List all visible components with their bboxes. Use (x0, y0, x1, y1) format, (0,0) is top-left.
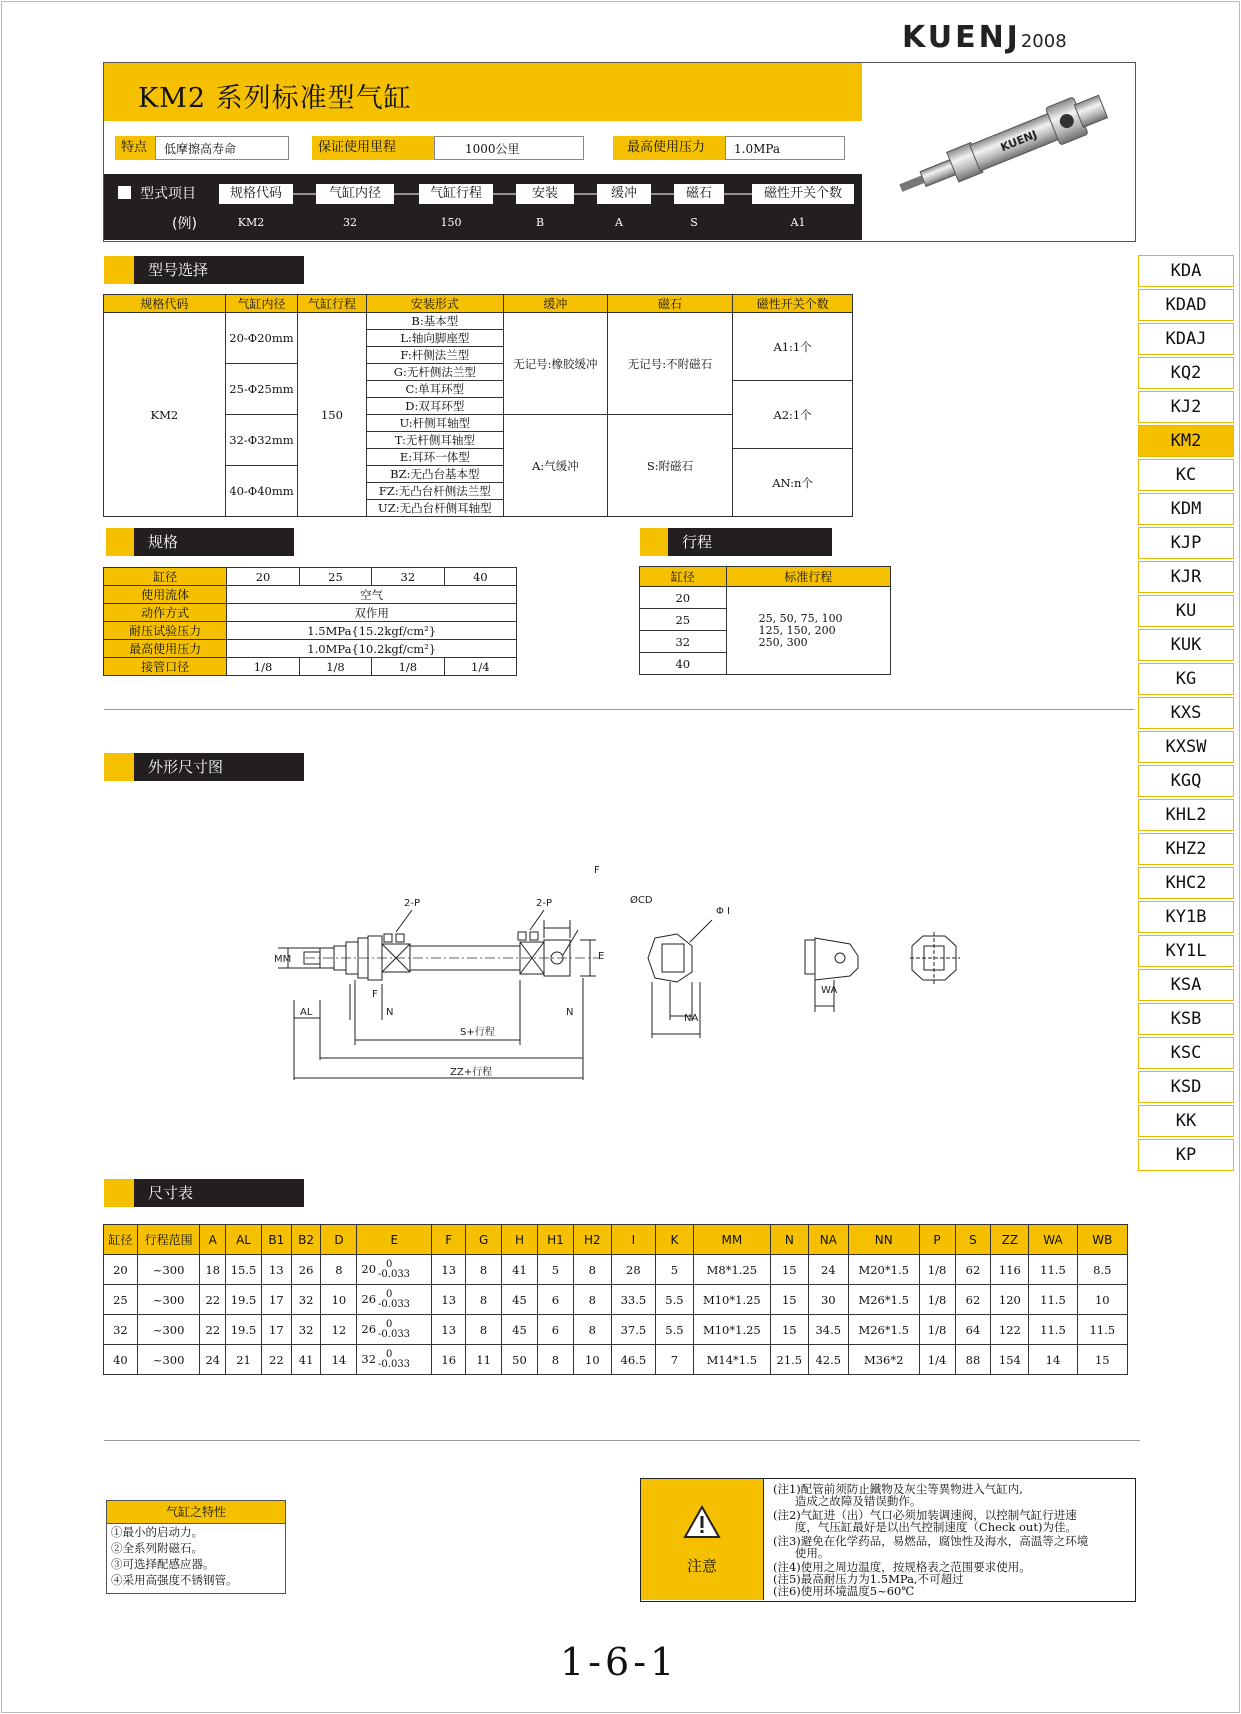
brand-logo: KUENJ2008 (902, 20, 1067, 55)
dimension-cell (357, 1315, 432, 1345)
dimension-cell: 13 (432, 1285, 466, 1315)
feature-value: 1000公里 (434, 136, 584, 160)
dimension-cell: 15 (770, 1255, 808, 1285)
notice-line: (注6)使用环境温度5~60℃ (773, 1584, 915, 1598)
notice-line: (注1)配管前须防止鐵物及灰尘等異物进入气缸内, (773, 1482, 1023, 1496)
side-nav-item[interactable]: KDM (1138, 493, 1234, 525)
dimension-header: N (770, 1225, 808, 1255)
spec-port: 1/4 (444, 658, 516, 676)
dimension-cell: 14 (321, 1345, 357, 1375)
dimension-cell: 25 (104, 1285, 138, 1315)
warning-icon (683, 1505, 721, 1539)
dimension-header: S (955, 1225, 991, 1255)
type-code-item: 气缸内径 (316, 184, 394, 204)
dimension-header: ZZ (991, 1225, 1029, 1255)
model-header: 磁性开关个数 (733, 295, 853, 313)
dimension-cell: 5 (537, 1255, 573, 1285)
type-code-example: KM2 (237, 216, 265, 229)
dimension-cell: 24 (200, 1345, 226, 1375)
dimension-cell: M20*1.5 (848, 1255, 919, 1285)
cushion-cell: 无记号:橡胶缓冲 (504, 313, 608, 415)
side-nav-item[interactable]: KHC2 (1138, 867, 1234, 899)
dimension-cell: 30 (808, 1285, 848, 1315)
side-nav-item[interactable]: KDA (1138, 255, 1234, 287)
dim-label: F (594, 865, 600, 876)
bore-cell: 25-Φ25mm (225, 364, 298, 415)
dimension-cell: 13 (261, 1255, 291, 1285)
dimension-header: K (655, 1225, 693, 1255)
stroke-bore: 20 (640, 587, 727, 609)
stroke-values: 25, 50, 75, 100 125, 150, 200 250, 300 (726, 587, 890, 675)
type-code-example: A (615, 216, 623, 229)
model-header: 气缸行程 (298, 295, 366, 313)
notice-line: 造成之故障及错误動作。 (773, 1494, 922, 1508)
dimension-cell: 17 (261, 1315, 291, 1345)
notice-box (640, 1478, 1136, 1602)
cylinder-feature: ①最小的启动力。 (111, 1525, 203, 1539)
dimension-table (103, 1224, 1128, 1375)
dimension-header: MM (693, 1225, 770, 1255)
dimension-cell: 15.5 (226, 1255, 262, 1285)
dimension-cell: 10 (321, 1285, 357, 1315)
dimension-header: 行程范围 (137, 1225, 200, 1255)
dimension-cell: 8 (466, 1315, 502, 1345)
mount-cell: B:基本型 (366, 313, 503, 330)
dimension-cell: 26 (291, 1255, 321, 1285)
spec-value: 1.5MPa{15.2kgf/cm²} (227, 622, 517, 640)
dimension-cell: 8 (466, 1255, 502, 1285)
spec-table (103, 567, 517, 676)
dimension-cell: 40 (104, 1345, 138, 1375)
type-code-example-label: (例) (172, 216, 197, 232)
e-tol-lower: -0.033 (378, 1268, 411, 1280)
divider (104, 1440, 1140, 1441)
dimension-header: I (611, 1225, 655, 1255)
spec-label: 使用流体 (104, 586, 227, 604)
model-header: 磁石 (607, 295, 732, 313)
feature-label: 特点 (115, 136, 161, 160)
side-nav-item[interactable]: KXSW (1138, 731, 1234, 763)
cylinder-feature: ③可选择配感应器。 (111, 1557, 215, 1571)
spec-label: 耐压试验压力 (104, 622, 227, 640)
dimension-cell: 41 (291, 1345, 321, 1375)
spec-label: 接管口径 (104, 658, 227, 676)
dimension-cell: 22 (200, 1285, 226, 1315)
type-code-item: 磁石 (674, 184, 724, 204)
dimension-cell: 19.5 (226, 1315, 262, 1345)
model-header: 缓冲 (504, 295, 608, 313)
side-nav-item[interactable]: KG (1138, 663, 1234, 695)
mount-cell: BZ:无凸台基本型 (366, 466, 503, 483)
mount-cell: D:双耳环型 (366, 398, 503, 415)
type-code-example: S (690, 216, 698, 229)
stroke-bore: 40 (640, 653, 727, 675)
type-code-item: 缓冲 (597, 184, 651, 204)
dimension-cell: 64 (955, 1315, 991, 1345)
dimension-cell: 8 (573, 1285, 611, 1315)
cylinder-features-title: 气缸之特性 (107, 1501, 285, 1524)
type-code-head: 型式项目 (140, 186, 196, 202)
type-code-item: 气缸行程 (419, 184, 493, 204)
notice-line: (注3)避免在化学药品，易燃品，腐蚀性及海水，高温等之环境 (773, 1534, 1089, 1548)
spec-bore: 20 (227, 568, 299, 586)
dimension-cell: 6 (537, 1285, 573, 1315)
feature-label: 保证使用里程 (312, 136, 440, 160)
outline-drawing (260, 860, 1000, 1100)
stroke-header: 标准行程 (726, 567, 890, 587)
dimension-header: WA (1029, 1225, 1077, 1255)
divider (104, 709, 1134, 710)
dimension-cell: 13 (432, 1315, 466, 1345)
dimension-cell: 8 (573, 1315, 611, 1345)
dimension-cell: ~300 (137, 1285, 200, 1315)
side-nav-item[interactable]: KDAJ (1138, 323, 1234, 355)
side-nav-item[interactable]: KHZ2 (1138, 833, 1234, 865)
dimension-cell (357, 1345, 432, 1375)
dimension-header: B2 (291, 1225, 321, 1255)
dimension-cell: 45 (502, 1315, 538, 1345)
side-nav-item[interactable]: KY1B (1138, 901, 1234, 933)
dimension-cell: 33.5 (611, 1285, 655, 1315)
side-nav-item[interactable]: KK (1138, 1105, 1234, 1137)
dimension-cell (357, 1285, 432, 1315)
dimension-header: NA (808, 1225, 848, 1255)
dimension-header: H2 (573, 1225, 611, 1255)
dimension-cell: 8 (573, 1255, 611, 1285)
dimension-cell: M10*1.25 (693, 1315, 770, 1345)
dimension-cell: 8 (466, 1285, 502, 1315)
dimension-header: F (432, 1225, 466, 1255)
dimension-header: 缸径 (104, 1225, 138, 1255)
e-base: 26 (361, 1291, 377, 1306)
notice-line: (注2)气缸进（出）气口必须加装调速阀，以控制气缸行进速 (773, 1508, 1077, 1522)
dimension-cell: 32 (291, 1285, 321, 1315)
side-nav-item[interactable]: KXS (1138, 697, 1234, 729)
model-select-table (103, 294, 853, 517)
dimension-cell: 6 (537, 1315, 573, 1345)
magnet-cell: S:附磁石 (607, 415, 732, 517)
feature-label: 最高使用压力 (613, 136, 739, 160)
dimension-cell: 11.5 (1029, 1315, 1077, 1345)
dimension-cell: 1/4 (919, 1345, 955, 1375)
cylinder-feature: ②全系列附磁石。 (111, 1541, 203, 1555)
dimension-cell: ~300 (137, 1315, 200, 1345)
table-row (104, 1315, 1128, 1345)
e-tol-upper: 0 (386, 1318, 393, 1330)
dimension-cell: 11.5 (1029, 1255, 1077, 1285)
dimension-cell (357, 1255, 432, 1285)
e-tol-lower: -0.033 (378, 1298, 411, 1310)
side-nav-item[interactable]: KU (1138, 595, 1234, 627)
dimension-cell: M36*2 (848, 1345, 919, 1375)
side-nav-item[interactable]: KGQ (1138, 765, 1234, 797)
mount-cell: FZ:无凸台杆侧法兰型 (366, 483, 503, 500)
dimension-cell: ~300 (137, 1255, 200, 1285)
dimension-cell: M26*1.5 (848, 1315, 919, 1345)
stroke-cell: 150 (298, 313, 366, 517)
spec-value: 双作用 (227, 604, 517, 622)
product-photo (862, 63, 1134, 239)
dimension-cell: 8 (537, 1345, 573, 1375)
e-tol-upper: 0 (386, 1348, 393, 1360)
dimension-cell: 46.5 (611, 1345, 655, 1375)
dimension-cell: 15 (770, 1285, 808, 1315)
bore-cell: 20-Φ20mm (225, 313, 298, 364)
mount-cell: G:无杆侧法兰型 (366, 364, 503, 381)
side-nav-item[interactable]: KQ2 (1138, 357, 1234, 389)
type-code-example: B (535, 216, 545, 229)
page-number: 1-6-1 (560, 1640, 679, 1684)
dimension-cell: 14 (1029, 1345, 1077, 1375)
dimension-header: H (502, 1225, 538, 1255)
dimension-cell: 15 (1077, 1345, 1127, 1375)
e-tol-upper: 0 (386, 1258, 393, 1270)
dim-label: N (386, 1007, 394, 1018)
type-code-example: A1 (790, 216, 806, 229)
dim-label: MM (274, 954, 292, 965)
side-nav-item[interactable]: KJP (1138, 527, 1234, 559)
dimension-cell: 88 (955, 1345, 991, 1375)
dim-label: N (566, 1007, 574, 1018)
notice-panel (641, 1479, 764, 1600)
dimension-header: P (919, 1225, 955, 1255)
dimension-header: AL (226, 1225, 262, 1255)
side-nav-item[interactable]: KSB (1138, 1003, 1234, 1035)
dim-label: F (372, 989, 378, 1000)
e-base: 26 (361, 1321, 377, 1336)
dimension-cell: 19.5 (226, 1285, 262, 1315)
dimension-cell: 8 (321, 1255, 357, 1285)
side-nav-item[interactable]: KY1L (1138, 935, 1234, 967)
type-code-example: 150 (440, 216, 462, 229)
dimension-cell: 16 (432, 1345, 466, 1375)
notice-line: (注4)使用之周边温度，按规格表之范围要求使用。 (773, 1560, 1031, 1574)
table-row (104, 1255, 1128, 1285)
type-code-example: 32 (343, 216, 357, 229)
dimension-header: NN (848, 1225, 919, 1255)
e-tol-lower: -0.033 (378, 1328, 411, 1340)
dimension-cell: 5 (655, 1255, 693, 1285)
dimension-cell: 50 (502, 1345, 538, 1375)
dimension-cell: 1/8 (919, 1285, 955, 1315)
e-base: 20 (361, 1261, 377, 1276)
dimension-cell: 11 (466, 1345, 502, 1375)
dimension-cell: M10*1.25 (693, 1285, 770, 1315)
mount-cell: L:轴向脚座型 (366, 330, 503, 347)
spec-bore: 25 (299, 568, 371, 586)
mount-cell: E:耳环一体型 (366, 449, 503, 466)
spec-value: 空气 (227, 586, 517, 604)
dimension-cell: 28 (611, 1255, 655, 1285)
dimension-header: H1 (537, 1225, 573, 1255)
dimension-cell: 120 (991, 1285, 1029, 1315)
notice-line: 使用。 (773, 1546, 830, 1560)
dimension-cell: 20 (104, 1255, 138, 1285)
mount-cell: F:杆侧法兰型 (366, 347, 503, 364)
dimension-cell: 41 (502, 1255, 538, 1285)
side-nav-item[interactable]: KUK (1138, 629, 1234, 661)
spec-bore: 32 (372, 568, 444, 586)
dimension-cell: 11.5 (1029, 1285, 1077, 1315)
notice-line: 度，气压缸最好是以出气控制速度（Check out)为佳。 (773, 1520, 1077, 1534)
spec-label: 动作方式 (104, 604, 227, 622)
side-nav-item[interactable]: KDAD (1138, 289, 1234, 321)
dimension-cell: 32 (291, 1315, 321, 1345)
model-header: 规格代码 (104, 295, 226, 313)
dimension-cell: 10 (1077, 1285, 1127, 1315)
model-header: 气缸内径 (225, 295, 298, 313)
spec-port: 1/8 (299, 658, 371, 676)
dimension-cell: 62 (955, 1255, 991, 1285)
model-code-cell: KM2 (104, 313, 226, 517)
dim-label: ZZ+行程 (450, 1067, 493, 1078)
dimension-cell: 34.5 (808, 1315, 848, 1345)
dimension-header: G (466, 1225, 502, 1255)
side-nav-item[interactable]: KJR (1138, 561, 1234, 593)
dimension-cell: 5.5 (655, 1315, 693, 1345)
dim-label: S+行程 (460, 1027, 495, 1038)
side-nav-item[interactable]: KSC (1138, 1037, 1234, 1069)
dim-label: AL (300, 1007, 313, 1018)
spec-value: 1.0MPa{10.2kgf/cm²} (227, 640, 517, 658)
dimension-cell: M26*1.5 (848, 1285, 919, 1315)
dimension-cell: 122 (991, 1315, 1029, 1345)
type-code-item: 安装 (516, 184, 574, 204)
side-nav-item[interactable]: KP (1138, 1139, 1234, 1171)
cylinder-features-box (106, 1500, 286, 1594)
side-nav-item[interactable]: KSD (1138, 1071, 1234, 1103)
side-nav-item[interactable]: KJ2 (1138, 391, 1234, 423)
side-nav-item[interactable]: KHL2 (1138, 799, 1234, 831)
type-code-item: 磁性开关个数 (752, 184, 854, 204)
spec-port: 1/8 (372, 658, 444, 676)
side-nav-item[interactable]: KC (1138, 459, 1234, 491)
dimension-cell: M14*1.5 (693, 1345, 770, 1375)
dim-label: WA (821, 985, 838, 996)
dimension-cell: 11.5 (1077, 1315, 1127, 1345)
dimension-cell: 17 (261, 1285, 291, 1315)
spec-label: 最高使用压力 (104, 640, 227, 658)
dimension-cell: 18 (200, 1255, 226, 1285)
magnet-cell: 无记号:不附磁石 (607, 313, 732, 415)
dim-label: 2-P (404, 898, 421, 909)
dimension-cell: M8*1.25 (693, 1255, 770, 1285)
cylinder-feature: ④采用高强度不锈钢管。 (111, 1573, 238, 1587)
table-row (104, 1285, 1128, 1315)
bore-cell: 40-Φ40mm (225, 466, 298, 517)
dimension-cell: 154 (991, 1345, 1029, 1375)
notice-label: 注意 (686, 1557, 717, 1575)
mount-cell: C:单耳环型 (366, 381, 503, 398)
e-tol-upper: 0 (386, 1288, 393, 1300)
dimension-cell: 1/8 (919, 1255, 955, 1285)
dim-label: Φ I (716, 906, 730, 917)
e-base: 32 (361, 1351, 377, 1366)
notice-line: (注5)最高耐压力为1.5MPa,不可超过 (773, 1572, 964, 1586)
dim-label: E (598, 951, 605, 962)
dimension-header: WB (1077, 1225, 1127, 1255)
bore-cell: 32-Φ32mm (225, 415, 298, 466)
dimension-cell: ~300 (137, 1345, 200, 1375)
dimension-cell: 13 (432, 1255, 466, 1285)
dimension-cell: 22 (261, 1345, 291, 1375)
dimension-cell: 116 (991, 1255, 1029, 1285)
type-code-item: 规格代码 (219, 184, 293, 204)
dimension-cell: 8.5 (1077, 1255, 1127, 1285)
dim-label: ØCD (630, 895, 653, 906)
side-nav-item[interactable]: KM2 (1138, 425, 1234, 457)
product-label: KUENJ (998, 127, 1039, 155)
dimension-header: E (357, 1225, 432, 1255)
mount-cell: T:无杆侧耳轴型 (366, 432, 503, 449)
spec-port: 1/8 (227, 658, 299, 676)
mount-cell: U:杆侧耳轴型 (366, 415, 503, 432)
dimension-cell: 1/8 (919, 1315, 955, 1345)
dimension-cell: 37.5 (611, 1315, 655, 1345)
dimension-cell: 42.5 (808, 1345, 848, 1375)
stroke-header: 缸径 (640, 567, 727, 587)
feature-value: 低摩擦高寿命 (155, 136, 289, 160)
table-row (104, 1345, 1128, 1375)
mount-cell: UZ:无凸台杆侧耳轴型 (366, 500, 503, 517)
dimension-cell: 10 (573, 1345, 611, 1375)
dimension-cell: 45 (502, 1285, 538, 1315)
spec-bore: 40 (444, 568, 516, 586)
page-title: KM2 系列标准型气缸 (138, 83, 412, 114)
stroke-bore: 32 (640, 631, 727, 653)
switch-cell: A2:1个 (733, 381, 853, 449)
stroke-bore: 25 (640, 609, 727, 631)
dim-label: NA (684, 1013, 699, 1024)
dimension-cell: 7 (655, 1345, 693, 1375)
dimension-header: A (200, 1225, 226, 1255)
spec-label: 缸径 (104, 568, 227, 586)
cushion-cell: A:气缓冲 (504, 415, 608, 517)
switch-cell: A1:1个 (733, 313, 853, 381)
dimension-cell: 15 (770, 1315, 808, 1345)
dimension-cell: 12 (321, 1315, 357, 1345)
model-header: 安装形式 (366, 295, 503, 313)
switch-cell: AN:n个 (733, 449, 853, 517)
dimension-cell: 21.5 (770, 1345, 808, 1375)
e-tol-lower: -0.033 (378, 1358, 411, 1370)
dim-label: 2-P (536, 898, 553, 909)
dimension-cell: 21 (226, 1345, 262, 1375)
dimension-cell: 62 (955, 1285, 991, 1315)
dimension-header: B1 (261, 1225, 291, 1255)
feature-value: 1.0MPa (725, 136, 845, 160)
dimension-header: D (321, 1225, 357, 1255)
side-nav-item[interactable]: KSA (1138, 969, 1234, 1001)
dimension-cell: 5.5 (655, 1285, 693, 1315)
dimension-cell: 22 (200, 1315, 226, 1345)
dimension-cell: 24 (808, 1255, 848, 1285)
stroke-table (639, 566, 891, 675)
dimension-cell: 32 (104, 1315, 138, 1345)
